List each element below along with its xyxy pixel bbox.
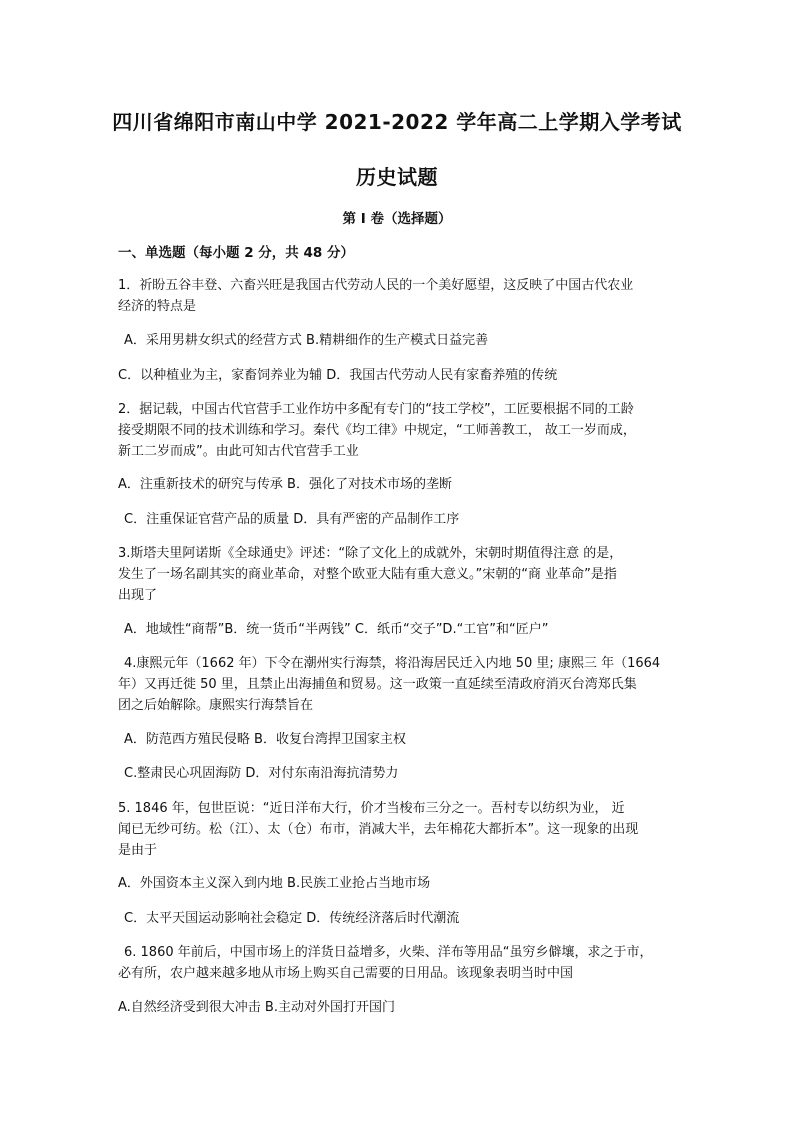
- question-3-stem: 3.斯塔夫里阿诺斯《全球通史》评述：“除了文化上的成就外，宋朝时期值得注意 的是，: [118, 546, 623, 561]
- document-subtitle: 历史试题: [356, 165, 438, 189]
- question-2-stem: 接受期限不同的技术训练和学习。秦代《均工律》中规定，“工师善教工， 故工一岁而成，: [118, 423, 636, 438]
- question-5-options: C．太平天国运动影响社会稳定 D．传统经济落后时代潮流: [124, 911, 460, 926]
- question-1-stem: 经济的特点是: [118, 299, 197, 314]
- question-4-options: C.整肃民心巩固海防 D．对付东南沿海抗清势力: [124, 766, 399, 781]
- question-3-stem: 出现了: [118, 588, 158, 603]
- question-group-heading: 一、单选题（每小题 2 分，共 48 分）: [118, 245, 354, 261]
- question-2-stem: 2．据记载，中国古代官营手工业作坊中多配有专门的“技工学校”，工匠要根据不同的工龄: [118, 402, 634, 417]
- question-3-stem: 发生了一场名副其实的商业革命，对整个欧亚大陆有重大意义。”宋朝的“商 业革命”是指: [118, 567, 617, 582]
- question-5-stem: 是由于: [118, 843, 158, 858]
- question-6-options: A.自然经济受到很大冲击 B.主动对外国打开国门: [118, 1000, 395, 1015]
- question-1-options: A．采用男耕女织式的经营方式 B.精耕细作的生产模式日益完善: [124, 333, 489, 348]
- question-2-options: A．注重新技术的研究与传承 B．强化了对技术市场的垄断: [118, 477, 452, 492]
- question-6-stem: 必有所，农户越来越多地从市场上购买自己需要的日用品。该现象表明当时中国: [118, 966, 574, 981]
- question-2-options: C．注重保证官营产品的质量 D．具有严密的产品制作工序: [124, 512, 460, 527]
- question-1-stem: 1．祈盼五谷丰登、六畜兴旺是我国古代劳动人民的一个美好愿望，这反映了中国古代农业: [118, 278, 634, 293]
- document-title: 四川省绵阳市南山中学 2021-2022 学年高二上学期入学考试: [112, 110, 682, 134]
- question-4-stem: 团之后始解除。康熙实行海禁旨在: [118, 698, 314, 713]
- question-6-stem: 6. 1860 年前后，中国市场上的洋货日益增多，火柴、洋布等用品“虽穷乡僻壤，求之于市，: [124, 945, 653, 960]
- question-4-options: A．防范西方殖民侵略 B．收复台湾捍卫国家主权: [124, 732, 406, 747]
- question-2-stem: 新工二岁而成”。由此可知古代官营手工业: [118, 444, 359, 459]
- question-3-options: A．地域性“商帮”B．统一货币“半两钱” C．纸币“交子”D.“工官”和“匠户”: [124, 622, 549, 637]
- question-4-stem: 年）又再迁徙 50 里，且禁止出海捕鱼和贸易。这一政策一直延续至清政府消灭台湾郑氏集: [118, 677, 637, 692]
- question-4-stem: 4.康熙元年（1662 年）下令在潮州实行海禁，将沿海居民迁入内地 50 里; 康熙三 年（1664: [124, 656, 661, 671]
- section-title: 第 I 卷（选择题）: [342, 211, 452, 227]
- question-1-options: C．以种植业为主，家畜饲养业为辅 D．我国古代劳动人民有家畜养殖的传统: [118, 368, 558, 383]
- question-5-stem: 5. 1846 年，包世臣说：“近日洋布大行，价才当梭布三分之一。吾村专以纺织为业， 近: [118, 801, 625, 816]
- question-5-stem: 闻已无纱可纺。松（江）、太（仓）布市，消减大半，去年棉花大都折本”。这一现象的出现: [118, 822, 639, 837]
- question-5-options: A．外国资本主义深入到内地 B.民族工业抢占当地市场: [118, 876, 431, 891]
